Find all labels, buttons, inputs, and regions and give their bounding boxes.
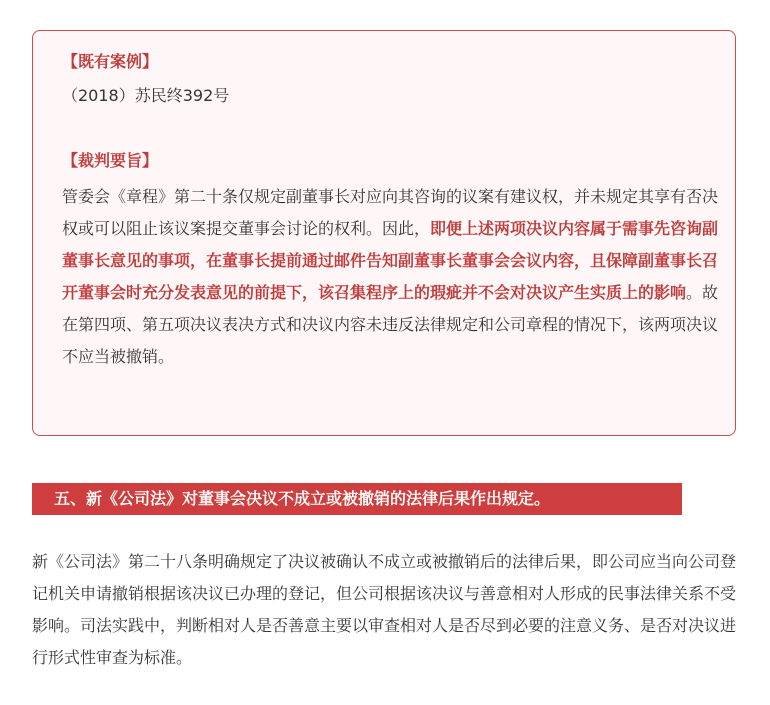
existing-case-heading: 【既有案例】 bbox=[62, 52, 159, 71]
section-title-bar bbox=[32, 483, 682, 515]
ruling-text-part-2: 。故在第四项、第五项决议表决方式和决议内容未违反法律规定和公司章程的情况下，该两项决议不应当被撤销。 bbox=[62, 283, 719, 366]
ruling-highlight: 即便上述两项决议内容属于需事先咨询副董事长意见的事项，在董事长提前通过邮件告知副董事长董事会会议内容，且保障副董事长召开董事会时充分发表意见的前提下，该召集程序上的瑕疵并不会对决议产生实质上的影响 bbox=[62, 219, 719, 302]
ruling-text bbox=[62, 181, 722, 373]
ruling-heading: 【裁判要旨】 bbox=[62, 151, 159, 170]
section-body: 新《公司法》第二十八条明确规定了决议被确认不成立或被撤销后的法律后果，即公司应当向公司登记机关申请撤销根据该决议已办理的登记，但公司根据该决议与善意相对人形成的民事法律关系不受影响。司法实践中，判断相对人是否善意主要以审查相对人是否尽到必要的注意义务、是否对决议进行形式性审查为标准。 bbox=[32, 552, 737, 667]
case-number: （2018）苏民终392号 bbox=[62, 86, 230, 105]
ruling-text-part-1: 管委会《章程》第二十条仅规定副董事长对应向其咨询的议案有建议权，并未规定其享有否决权或可以阻止该议案提交董事会讨论的权利。因此， bbox=[62, 187, 719, 238]
section-title: 五、新《公司法》对董事会决议不成立或被撤销的法律后果作出规定。 bbox=[54, 489, 551, 508]
